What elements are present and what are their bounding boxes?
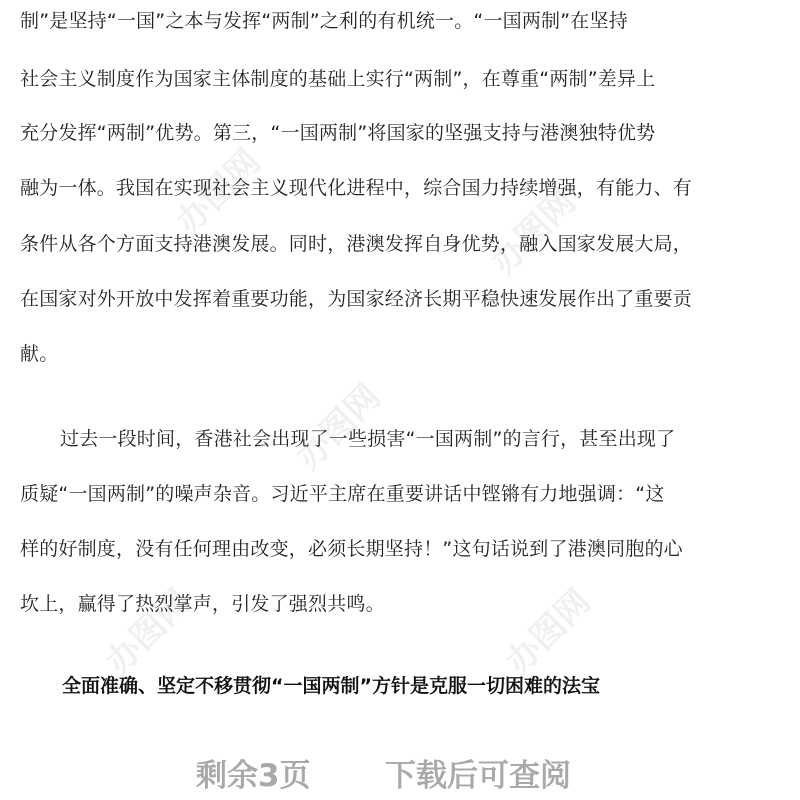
- text-line: 充分发挥“两制”优势。第三，“一国两制”将国家的坚强支持与港澳独特优势: [20, 122, 656, 144]
- text-line: 条件从各个方面支持港澳发展。同时，港澳发挥自身优势，融入国家发展大局，: [20, 233, 693, 255]
- text-line: 社会主义制度作为国家主体制度的基础上实行“两制”，在尊重“两制”差异上: [20, 68, 656, 90]
- watermark: 办图网: [168, 141, 269, 243]
- text-line: 过去一段时间，香港社会出现了一些损害“一国两制”的言行，甚至出现了: [60, 428, 676, 450]
- text-line: 在国家对外开放中发挥着重要功能，为国家经济长期平稳快速发展作出了重要贡: [20, 288, 693, 310]
- text-line: 融为一体。我国在实现社会主义现代化进程中，综合国力持续增强，有能力、有: [20, 177, 693, 199]
- watermark: 办图网: [498, 581, 599, 683]
- remaining-pages-label: 剩余3页: [196, 758, 311, 794]
- watermark: 办图网: [288, 376, 389, 478]
- download-prompt-link[interactable]: 下载后可查阅: [385, 758, 571, 794]
- watermark: 办图网: [98, 581, 199, 683]
- text-line: 坎上，赢得了热烈掌声，引发了强烈共鸣。: [20, 593, 385, 615]
- text-line: 样的好制度，没有任何理由改变，必须长期坚持！”这句话说到了港澳同胞的心: [20, 538, 683, 560]
- text-line: 制”是坚持“一国”之本与发挥“两制”之利的有机统一。“一国两制”在坚持: [20, 10, 628, 32]
- text-line: 献。: [20, 343, 59, 365]
- watermark: 办图网: [483, 181, 584, 283]
- section-heading: 全面准确、坚定不移贯彻“一国两制”方针是克服一切困难的法宝: [62, 675, 600, 697]
- text-line: 质疑“一国两制”的噪声杂音。习近平主席在重要讲话中铿锵有力地强调：“这: [20, 483, 665, 505]
